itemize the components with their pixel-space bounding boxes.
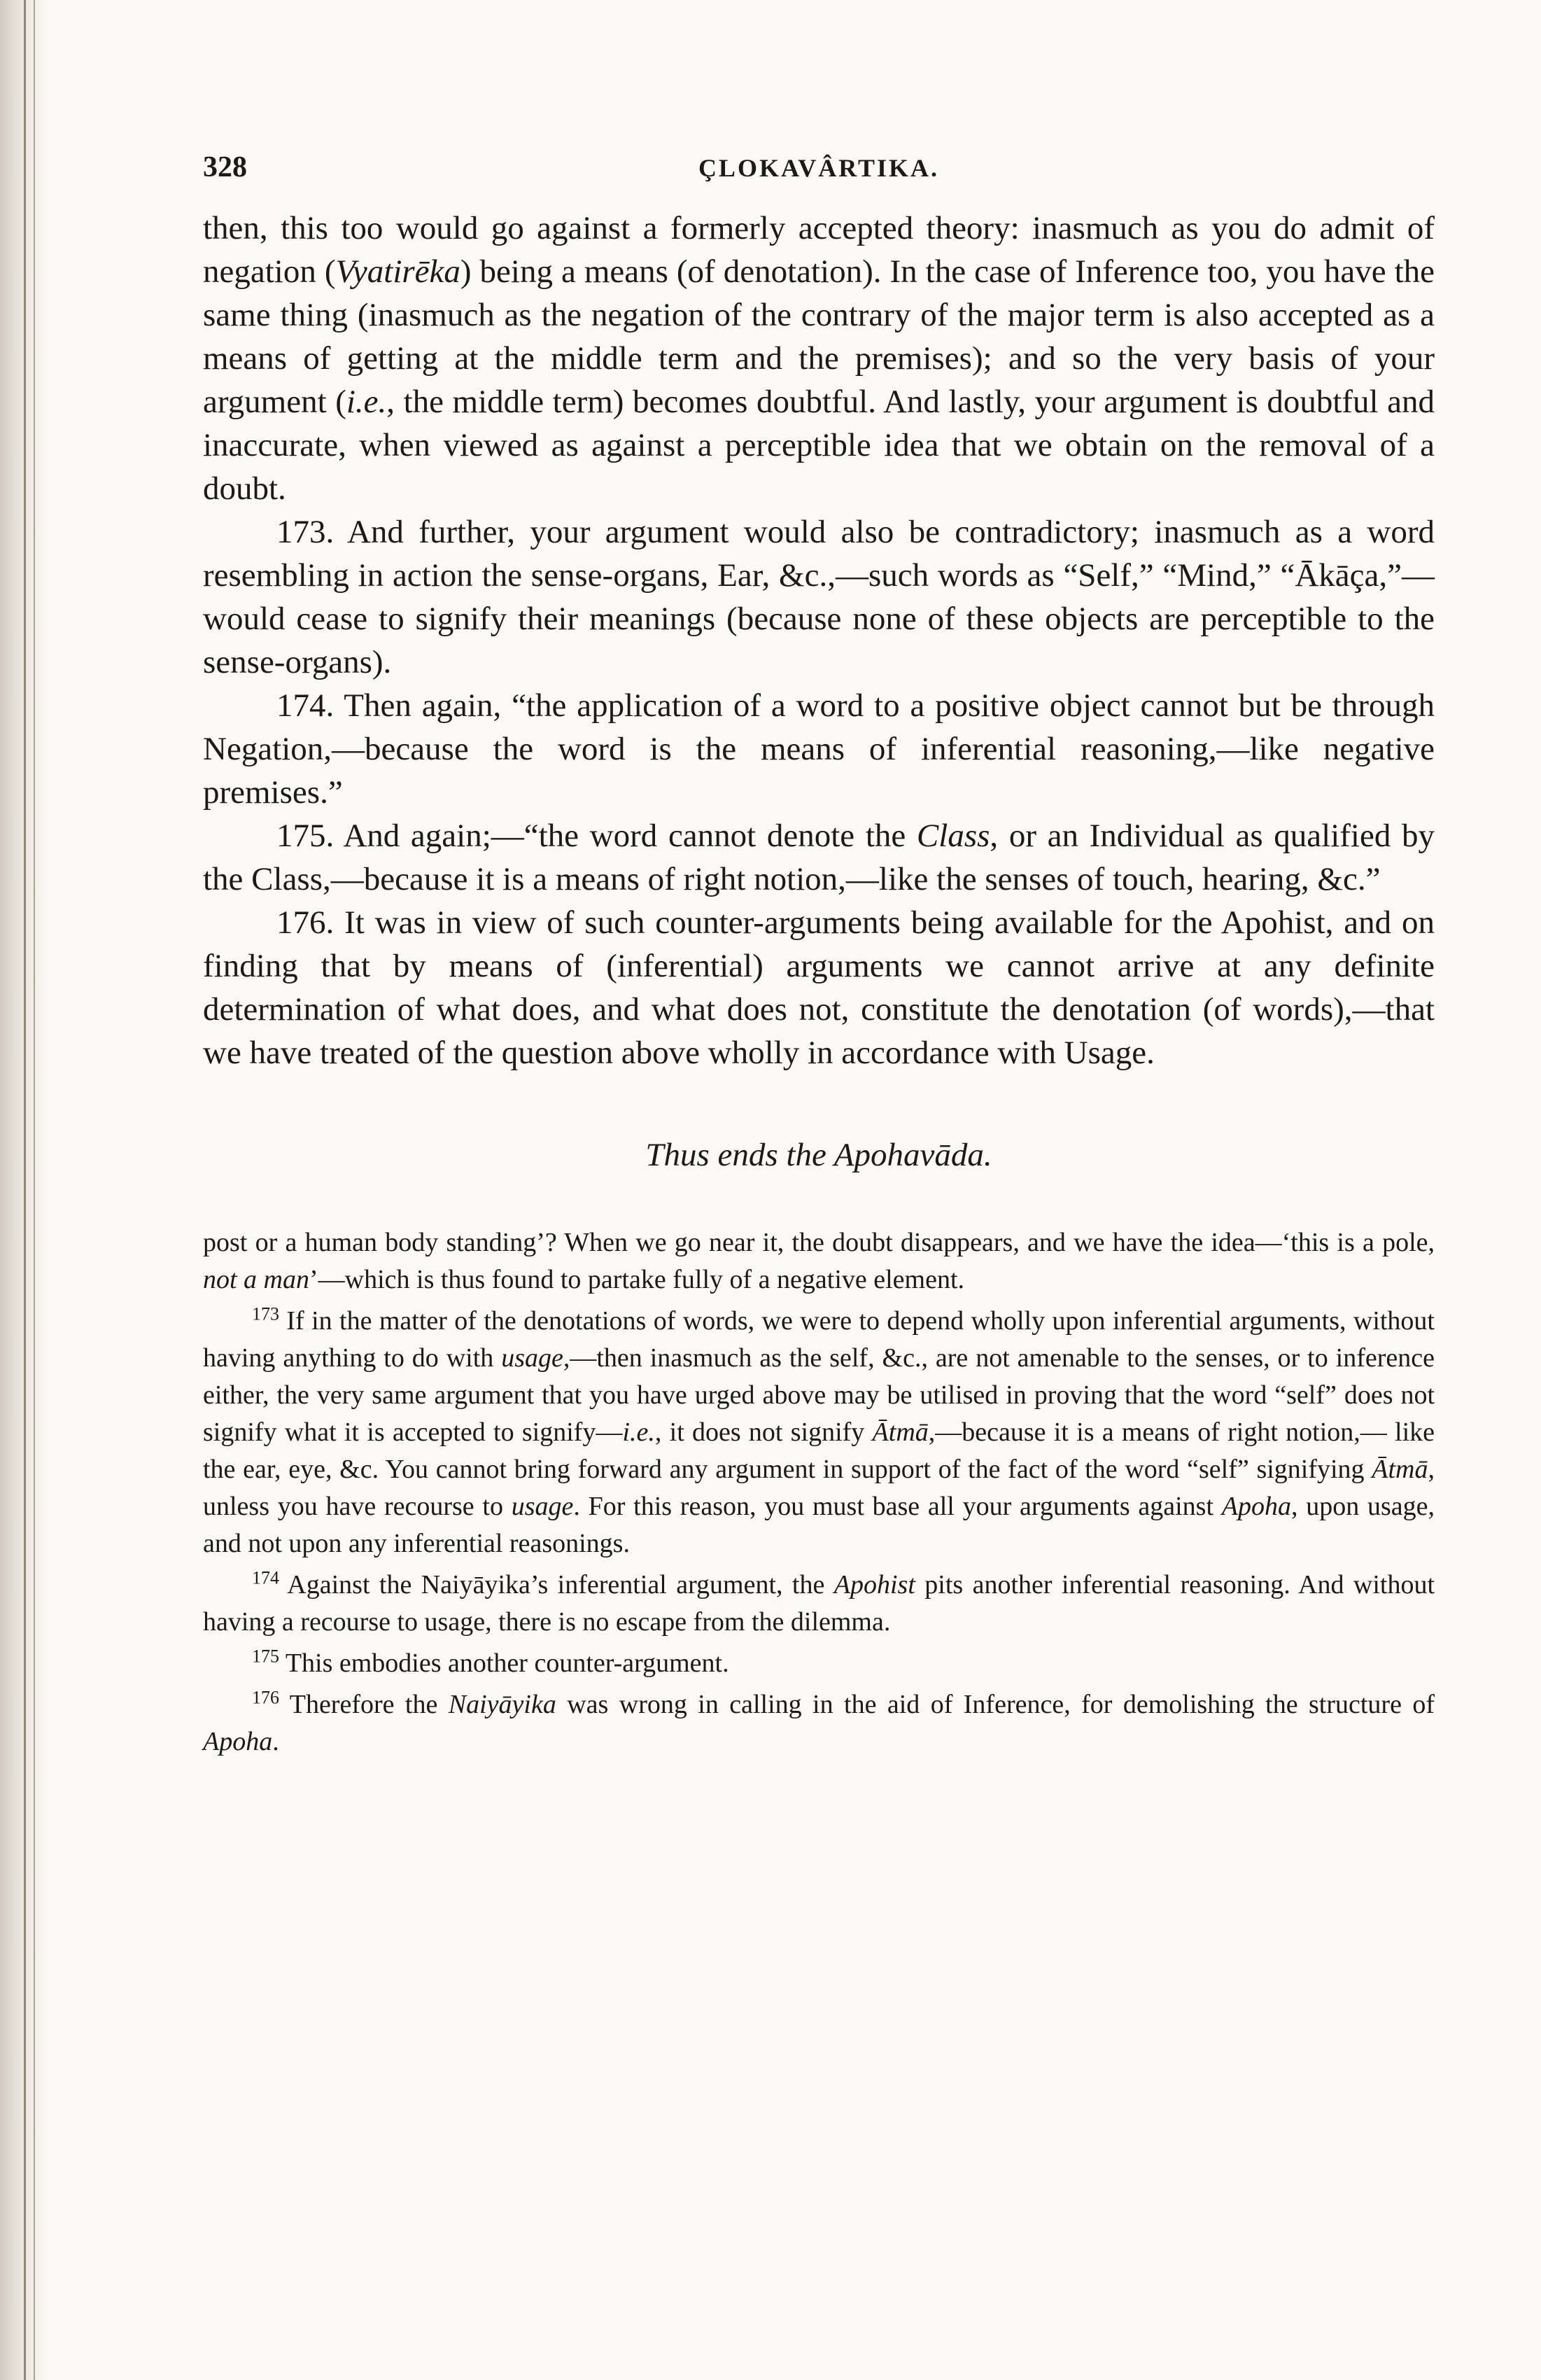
text-run: not a man [203, 1265, 309, 1294]
text-run: . [272, 1727, 279, 1756]
text-run: ,—then inasmuch as the self, &c., are not amenable to the senses, or to inference either, the very same argument that you have urged above may be utilised in proving that the word “self” does not signify what it is accepted to signify— [203, 1343, 1435, 1447]
text-run: i.e. [346, 384, 387, 420]
text-run: usage [501, 1343, 563, 1373]
footnote-ref: 173 [252, 1303, 279, 1324]
text-run: Then again, “the application of a word to a positive object cannot but be through Negation,—because the word is the means of inferential reasoning,—like negative premises.” [203, 687, 1435, 811]
footnote [203, 1303, 1435, 1562]
footnote [203, 1645, 1435, 1682]
footnotes [203, 1224, 1435, 1760]
verse-number: 175. [276, 818, 335, 854]
footnote-ref: 175 [252, 1646, 279, 1667]
text-run: Ātmā [1372, 1455, 1428, 1484]
verse-number: 173. [276, 514, 335, 550]
text-run: And further, your argument would also be contradictory; inasmuch as a word resembling in action the sense-organs, Ear, &c.,—such words as “Self,” “Mind,” “Ākāça,”—would cease to signify their meanings (because none of these objects are perceptible to the sense-organs). [203, 514, 1435, 680]
paragraph [203, 901, 1435, 1074]
binding-rule [24, 0, 26, 2380]
text-run: pits another inferential reasoning. And without having a recourse to usage, there is no escape from the dilemma. [203, 1570, 1435, 1637]
running-title: ÇLOKAVÂRTIKA. [698, 154, 940, 182]
footnote [203, 1567, 1435, 1641]
text-run: , unless you have recourse to [203, 1455, 1435, 1521]
main-text [203, 206, 1435, 1074]
text-run: usage [511, 1492, 574, 1521]
text-run: , upon usage, and not upon any inferential reasonings. [203, 1492, 1435, 1558]
text-run: , the middle term) becomes doubtful. And lastly, your argument is doubtful and inaccurate, when viewed as against a perceptible idea that we obtain on the removal of a doubt. [203, 384, 1435, 507]
text-run: , or an Individual as qualified by the Class,—because it is a means of right notion,—like the senses of touch, hearing, &c.” [203, 818, 1435, 897]
footnote [203, 1686, 1435, 1760]
text-run: post or a human body standing’? When we go near it, the doubt disappears, and we have the idea—‘this is a pole, [203, 1228, 1435, 1257]
text-run: It was in view of such counter-arguments being available for the Apohist, and on finding that by means of (inferential) arguments we cannot arrive at any definite determination of what does, and what does not, constitute the denotation (of words),—that we have treated of the question above wholly in accordance with Usage. [203, 904, 1435, 1071]
footnote-ref: 174 [252, 1567, 279, 1588]
verse-number: 174. [276, 687, 335, 724]
text-run: This embodies another counter-argument. [279, 1648, 729, 1678]
footnote [203, 1224, 1435, 1298]
text-run: Naiyāyika [448, 1690, 556, 1719]
text-run: then, this too would go against a formerly accepted theory: inasmuch as you do admit of negation ( [203, 210, 1435, 290]
text-run: Apoha [1221, 1492, 1291, 1521]
text-run: Therefore the [279, 1690, 449, 1719]
binding-rule [34, 0, 35, 2380]
text-run: Class [916, 818, 990, 854]
text-run: Apoha [203, 1727, 273, 1756]
closing-line: Thus ends the Apohavāda. [645, 1137, 992, 1173]
paragraph [203, 814, 1435, 901]
text-run: And again;—“the word cannot denote the [343, 818, 917, 854]
paragraph [203, 684, 1435, 814]
text-run: Apohist [833, 1570, 915, 1600]
text-run: ’—which is thus found to partake fully of a negative element. [309, 1265, 965, 1294]
text-run: Ātmā [872, 1418, 929, 1447]
paragraph [203, 510, 1435, 684]
text-run: ,—because it is a means of right notion,— like the ear, eye, &c. You cannot bring forward any argument in support of the fact of the word “self” signifying [203, 1418, 1435, 1484]
text-run: Against the Naiyāyika’s inferential argument, the [279, 1570, 834, 1600]
running-head [203, 150, 1435, 206]
paragraph [203, 206, 1435, 510]
book-page [203, 150, 1435, 1765]
text-run: ) being a means (of denotation). In the case of Inference too, you have the same thing (inasmuch as the negation of the contrary of the major term is also accepted as a means of getting at the middle term and the premises); and so the very basis of your argument ( [203, 253, 1435, 420]
text-run: i.e. [622, 1418, 655, 1447]
verse-number: 176. [276, 904, 335, 941]
text-run: If in the matter of the denotations of words, we were to depend wholly upon inferential arguments, without having anything to do with [203, 1306, 1435, 1373]
text-run: . For this reason, you must base all your arguments against [573, 1492, 1222, 1521]
text-run: , it does not signify [654, 1418, 873, 1447]
text-run: was wrong in calling in the aid of Inference, for demolishing the structure of [556, 1690, 1435, 1719]
text-run: Vyatirēka [335, 253, 460, 290]
page-number: 328 [203, 151, 247, 183]
footnote-ref: 176 [252, 1687, 279, 1708]
